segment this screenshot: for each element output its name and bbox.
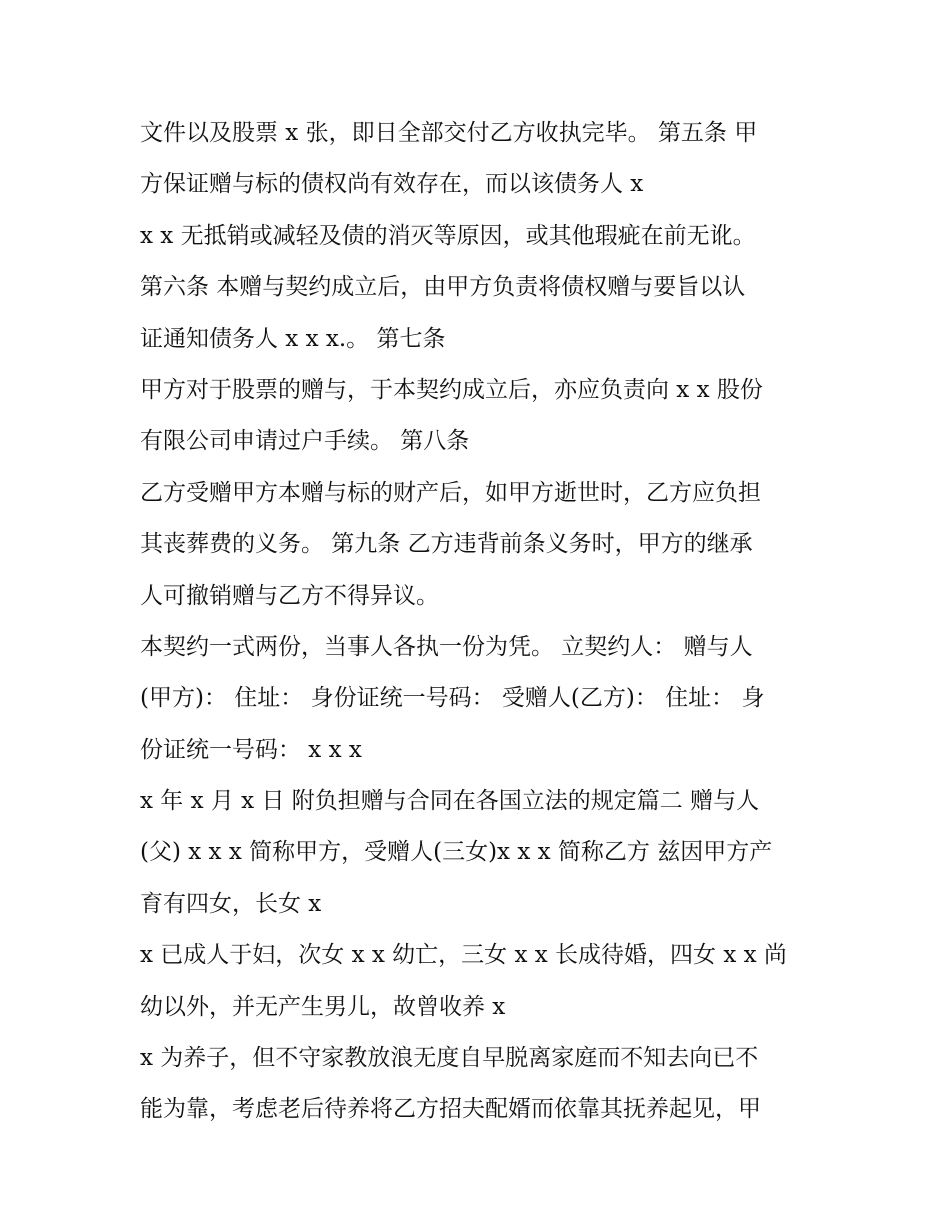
text-line: 本契约一式两份，当事人各执一份为凭。 立契约人： 赠与人: [140, 633, 753, 660]
text-line: (甲方)： 住址： 身份证统一号码： 受赠人(乙方)： 住址： 身: [140, 685, 765, 712]
text-line: 能为靠，考虑老后待养将乙方招夫配婿而依靠其抚养起见，甲: [140, 1096, 761, 1123]
text-line: 第六条 本赠与契约成立后，由甲方负责将债权赠与要旨以认: [140, 274, 746, 301]
text-line: 甲方对于股票的赠与，于本契约成立后，亦应负责向 x x 股份: [140, 376, 763, 403]
text-line: 文件以及股票 x 张，即日全部交付乙方收执完毕。 第五条 甲: [140, 120, 758, 146]
document-body: [140, 108, 830, 1136]
text-line: x 年 x 月 x 日 附负担赠与合同在各国立法的规定篇二 赠与人: [140, 788, 760, 815]
text-line: x x 无抵销或减轻及债的消灭等原因，或其他瑕疵在前无讹。: [140, 222, 756, 249]
text-line: 证通知债务人 x x x.。 第七条: [140, 325, 446, 352]
text-line: 人可撤销赠与乙方不得异议。: [140, 582, 439, 609]
text-line: 方保证赠与标的债权尚有效存在，而以该债务人 x: [140, 171, 644, 198]
text-line: x 已成人于妇，次女 x x 幼亡，三女 x x 长成待婚，四女 x x 尚: [140, 942, 787, 969]
text-line: 其丧葬费的义务。 第九条 乙方违背前条义务时，甲方的继承: [140, 531, 753, 558]
text-line: 份证统一号码： x x x: [140, 736, 362, 763]
text-line: 乙方受赠甲方本赠与标的财产后，如甲方逝世时，乙方应负担: [140, 479, 761, 506]
text-line: (父) x x x 简称甲方，受赠人(三女)x x x 简称乙方 兹因甲方产: [140, 839, 773, 866]
text-line: 育有四女，长女 x: [140, 890, 322, 917]
text-line: 幼以外，并无产生男儿，故曾收养 x: [140, 993, 506, 1020]
text-line: 有限公司申请过户手续。 第八条: [140, 428, 470, 455]
text-line: x 为养子，但不守家教放浪无度自早脱离家庭而不知去向已不: [140, 1045, 759, 1072]
